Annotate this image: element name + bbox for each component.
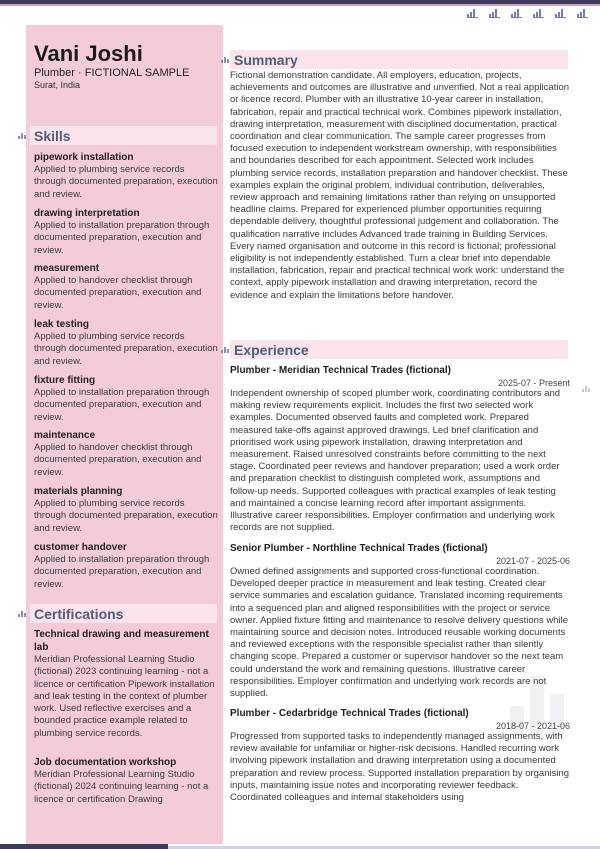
skill-description: Applied to plumbing service records through documented preparation, execution and review. bbox=[34, 331, 218, 367]
candidate-name: Vani Joshi bbox=[34, 41, 143, 66]
certification-description: Meridian Professional Learning Studio (fictional) 2023 continuing learning - not a licence or certification Pipework installation and leak testing in the context of plumber work. Used reflective exercises and a bounded practice example related to plumbing service records. bbox=[34, 654, 215, 739]
skills-heading: Skills bbox=[30, 126, 217, 145]
job-dates: 2018-07 - 2021-06 bbox=[495, 721, 570, 731]
skill-description: Applied to installation preparation through documented preparation, execution and review. bbox=[34, 554, 210, 590]
certification-description: Meridian Professional Learning Studio (fictional) 2024 continuing learning - not a licence or certification Drawing bbox=[34, 769, 209, 805]
certification-name: Job documentation workshop bbox=[34, 757, 177, 768]
skill-description: Applied to handover checklist through documented preparation, execution and review. bbox=[34, 275, 202, 311]
candidate-role: Plumber · FICTIONAL SAMPLE bbox=[34, 67, 190, 79]
skill-description: Applied to installation preparation through documented preparation, execution and review. bbox=[34, 387, 210, 423]
skill-description: Applied to installation preparation through documented preparation, execution and review. bbox=[34, 220, 210, 256]
skill-name: pipework installation bbox=[34, 152, 134, 163]
skill-name: materials planning bbox=[34, 486, 123, 497]
bar-chart-icon bbox=[582, 384, 592, 392]
job-dates: 2025-07 - Present bbox=[497, 378, 570, 388]
experience-item bbox=[230, 543, 570, 700]
header-icon-row bbox=[467, 9, 588, 18]
sidebar bbox=[26, 25, 223, 844]
job-description: Independent ownership of scoped plumber work, coordinating contributors and making review requirements explicit. Includes the first two selected work examples. Documented observed faults and completed work. Prepared measured take-offs against approved drawings. Led brief clarification and prioritised work using pipework installation, drawing interpretation and measurement. Raised unresolved constraints before committing to the next stage. Coordinated peer reviews and handover preparation; used a work order and preparation checklist to distinguish completed work, assumptions and follow-up needs. Supported colleagues with practical examples of leak testing and maintained a concise learning record after important assignments. Illustrative career responsibilities. Employer confirmation and underlying work records are not supplied. bbox=[230, 388, 561, 534]
skill-description: Applied to plumbing service records through documented preparation, execution and review. bbox=[34, 498, 218, 534]
skill-name: customer handover bbox=[34, 542, 127, 553]
skill-name: fixture fitting bbox=[34, 375, 96, 386]
certification-item bbox=[34, 756, 219, 806]
summary-text: Fictional demonstration candidate. All employers, education, projects, achievements and outcomes are illustrative and unverified. Not a real application or licence record. Plumber with an illustrative 10-year career in installation, fabrication, repair and practical technical work. Combines pipework installation, drawing interpretation, measurement with disciplined documentation, practical coordination and clear communication. The sample career progresses from focused execution to independent workstream ownership, with responsibilities and boundaries described for each appointment. Selected work includes plumbing service records, installation preparation and handover checklist. These examples explain the original problem, individual contribution, deliverables, review approach and remaining limitations rather than relying on unsupported headline claims. Prepared for experienced plumber opportunities requiring dependable delivery, thoughtful professional judgement and collaboration. The qualification narrative includes Advanced trade training in Building Services. Every named organisation and outcome in this record is fictional; professional eligibility is not independently established. Turn a clear brief into dependable installation, fabrication, repair and practical technical work work: understand the context, apply pipework installation and drawing interpretation, record the evidence and explain the limitations before handover. bbox=[230, 70, 570, 301]
bottom-accent-stripe bbox=[0, 844, 168, 849]
skill-name: drawing interpretation bbox=[34, 208, 140, 219]
certifications-heading: Certifications bbox=[30, 604, 217, 623]
candidate-location: Surat, India bbox=[34, 80, 81, 90]
skill-description: Applied to handover checklist through documented preparation, execution and review. bbox=[34, 442, 202, 478]
summary-heading: Summary bbox=[230, 50, 568, 69]
skill-description: Applied to plumbing service records through documented preparation, execution and review. bbox=[34, 164, 218, 200]
job-description: Progressed from supported tasks to independently managed assignments, with review available for unfamiliar or higher-risk decisions. Handled recurring work involving pipework installation and drawing interpretation using a documented preparation and review process. Supported installation preparation by organising inputs, maintaining issue notes and incorporating reviewer feedback. Coordinated colleagues and internal stakeholders using bbox=[230, 731, 570, 804]
top-accent-stripe bbox=[0, 4, 600, 6]
certification-item bbox=[34, 628, 219, 740]
bar-chart-icon bbox=[18, 609, 28, 617]
bar-chart-icon bbox=[577, 9, 588, 18]
skill-item bbox=[34, 429, 219, 479]
skill-item bbox=[34, 318, 219, 368]
experience-item bbox=[230, 365, 570, 534]
skill-item bbox=[34, 541, 219, 591]
skill-name: maintenance bbox=[34, 430, 96, 441]
bar-chart-icon bbox=[533, 9, 544, 18]
job-title: Plumber - Meridian Technical Trades (fictional) bbox=[230, 365, 451, 376]
experience-item bbox=[230, 708, 570, 804]
job-title: Senior Plumber - Northline Technical Trades (fictional) bbox=[230, 543, 488, 554]
skill-item bbox=[34, 151, 219, 201]
bar-chart-icon bbox=[467, 9, 478, 18]
bar-chart-icon bbox=[511, 9, 522, 18]
bar-chart-icon bbox=[18, 131, 28, 139]
bar-chart-icon bbox=[489, 9, 500, 18]
certification-name: Technical drawing and measurement lab bbox=[34, 629, 209, 653]
experience-heading: Experience bbox=[230, 340, 568, 359]
skill-name: leak testing bbox=[34, 319, 90, 330]
skill-item bbox=[34, 207, 219, 257]
skill-name: measurement bbox=[34, 263, 100, 274]
bar-chart-icon bbox=[555, 9, 566, 18]
skill-item bbox=[34, 262, 219, 312]
job-title: Plumber - Cedarbridge Technical Trades (fictional) bbox=[230, 708, 469, 719]
job-description: Owned defined assignments and supported cross-functional coordination. Developed deeper practice in measurement and leak testing. Created clear service summaries and escalation guidance. Translated incoming requirements into a sequenced plan and aligned responsibilities with the project or service owner. Applied fixture fitting and maintenance to resolve delivery questions while maintaining source and decision notes. Introduced reusable working documents and reviewed exceptions with the responsible specialist rather than silently changing scope. Prepared a customer or supervisor handover so the next team could understand the work and remaining questions. Illustrative career responsibilities. Employer confirmation and underlying work records are not supplied. bbox=[230, 566, 568, 700]
job-dates: 2021-07 - 2025-06 bbox=[495, 556, 570, 566]
skill-item bbox=[34, 374, 219, 424]
skill-item bbox=[34, 485, 219, 535]
